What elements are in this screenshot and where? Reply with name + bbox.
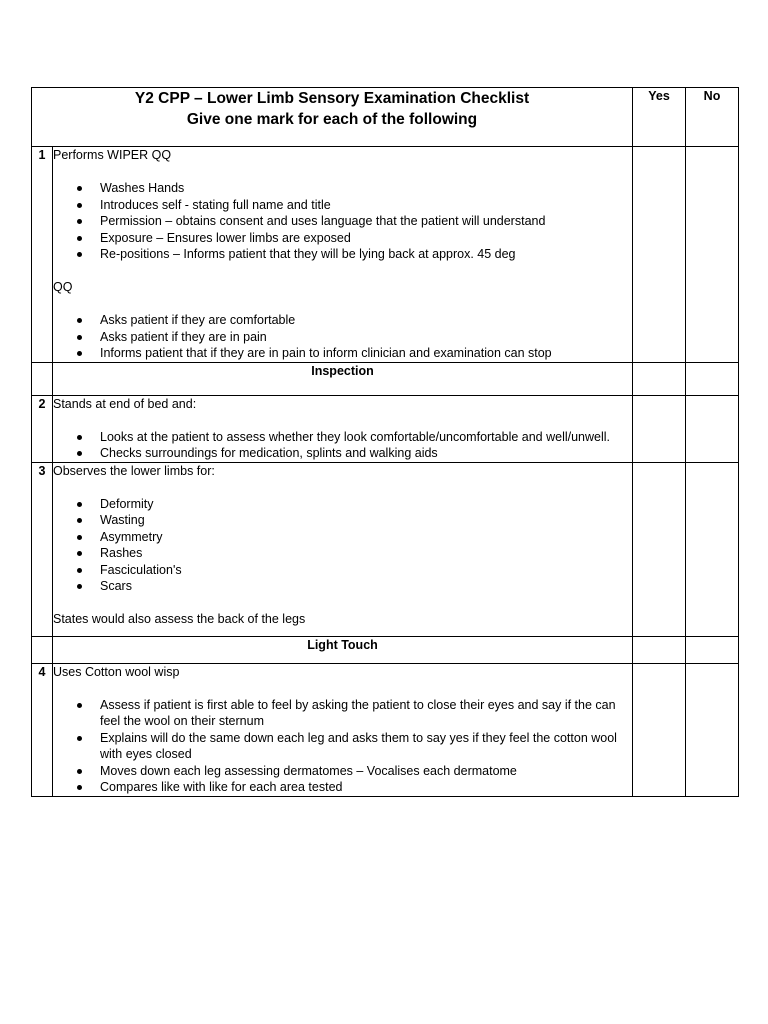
item-description <box>53 395 633 462</box>
no-checkbox-cell[interactable] <box>686 663 739 796</box>
list-item: Compares like with like for each area tested <box>53 779 632 796</box>
item-description <box>53 147 633 363</box>
list-item: Checks surroundings for medication, splints and walking aids <box>53 445 632 462</box>
section-spacer <box>32 636 53 663</box>
section-yes-cell <box>633 362 686 395</box>
title-row <box>32 88 739 147</box>
bullet-list <box>53 180 632 263</box>
yes-checkbox-cell[interactable] <box>633 395 686 462</box>
bullet-list <box>53 312 632 362</box>
section-no-cell <box>686 362 739 395</box>
list-item: Assess if patient is first able to feel by asking the patient to close their eyes and say if the can feel the wool on their sternum <box>53 697 632 730</box>
item-lead: Stands at end of bed and: <box>53 396 197 411</box>
list-item: Asymmetry <box>53 529 632 546</box>
item-description <box>53 663 633 796</box>
list-item: Scars <box>53 578 632 595</box>
section-spacer <box>32 362 53 395</box>
checklist-table <box>31 87 739 797</box>
checklist-item-4 <box>32 663 739 796</box>
section-label: Inspection <box>311 363 374 378</box>
item-description <box>53 462 633 636</box>
checklist-subtitle: Give one mark for each of the following <box>186 111 478 128</box>
list-item: Washes Hands <box>53 180 632 197</box>
list-item: Deformity <box>53 496 632 513</box>
checklist-title: Y2 CPP – Lower Limb Sensory Examination Checklist <box>134 90 530 107</box>
checklist-item-1 <box>32 147 739 363</box>
item-lead: Performs WIPER QQ <box>53 148 172 162</box>
bullet-list <box>53 496 632 595</box>
bullet-list <box>53 697 632 796</box>
list-item: Rashes <box>53 545 632 562</box>
list-item: Wasting <box>53 512 632 529</box>
section-row-light-touch <box>32 636 739 663</box>
list-item: Asks patient if they are comfortable <box>53 312 632 329</box>
yes-checkbox-cell[interactable] <box>633 147 686 363</box>
checklist-item-3 <box>32 462 739 636</box>
item-number: 4 <box>32 663 53 796</box>
section-title-light-touch <box>53 636 633 663</box>
item-footer: States would also assess the back of the legs <box>53 612 306 626</box>
list-item: Permission – obtains consent and uses language that the patient will understand <box>53 213 632 230</box>
list-item: Fasciculation's <box>53 562 632 579</box>
no-checkbox-cell[interactable] <box>686 147 739 363</box>
item-number: 2 <box>32 395 53 462</box>
list-item: Explains will do the same down each leg and asks them to say yes if they feel the cotton wool with eyes closed <box>53 730 632 763</box>
no-column-header: No <box>686 88 739 147</box>
item-lead: Observes the lower limbs for: <box>53 463 215 478</box>
list-item: Re-positions – Informs patient that they will be lying back at approx. 45 deg <box>53 246 632 263</box>
section-label: Light Touch <box>307 637 378 652</box>
no-checkbox-cell[interactable] <box>686 462 739 636</box>
bullet-list <box>53 429 632 462</box>
list-item: Looks at the patient to assess whether they look comfortable/uncomfortable and well/unwell. <box>53 429 632 446</box>
yes-column-header: Yes <box>633 88 686 147</box>
section-yes-cell <box>633 636 686 663</box>
section-no-cell <box>686 636 739 663</box>
yes-checkbox-cell[interactable] <box>633 462 686 636</box>
list-item: Exposure – Ensures lower limbs are exposed <box>53 230 632 247</box>
item-sublead: QQ <box>53 280 73 294</box>
no-checkbox-cell[interactable] <box>686 395 739 462</box>
section-title-inspection <box>53 362 633 395</box>
list-item: Asks patient if they are in pain <box>53 329 632 346</box>
checklist-item-2 <box>32 395 739 462</box>
yes-checkbox-cell[interactable] <box>633 663 686 796</box>
section-row-inspection <box>32 362 739 395</box>
item-number: 1 <box>32 147 53 363</box>
item-number: 3 <box>32 462 53 636</box>
title-cell <box>32 88 633 147</box>
list-item: Introduces self - stating full name and title <box>53 197 632 214</box>
list-item: Moves down each leg assessing dermatomes – Vocalises each dermatome <box>53 763 632 780</box>
item-lead: Uses Cotton wool wisp <box>53 664 180 679</box>
list-item: Informs patient that if they are in pain to inform clinician and examination can stop <box>53 345 632 362</box>
